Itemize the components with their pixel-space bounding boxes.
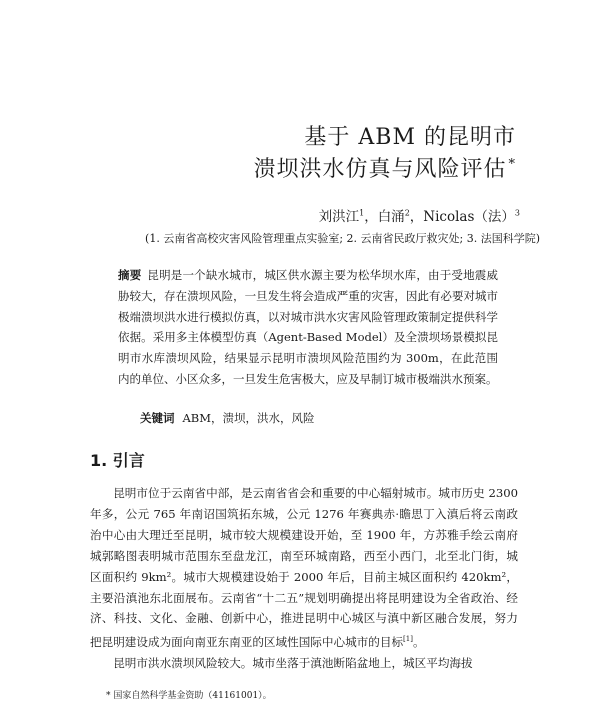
citation-1: [1] — [403, 635, 413, 644]
title-line-2 — [253, 152, 516, 183]
section-heading: 1. 引言 — [90, 451, 145, 470]
author-2-affil: 2 — [404, 208, 410, 218]
paragraph-1 — [90, 483, 518, 653]
title-footnote-mark: * — [508, 156, 516, 172]
title-line-2-text: 溃坝洪水仿真与风险评估 — [253, 157, 507, 182]
paragraph-2: 昆明市洪水溃坝风险较大。城市坐落于滇池断陷盆地上，城区平均海拔 — [113, 656, 473, 671]
authors: 刘洪江$^1$，白涌$^2$，Nicolas（法）$^3$ — [318, 208, 520, 225]
author-3: Nicolas（法） — [423, 209, 515, 225]
paragraph-1-end: 。 — [412, 635, 425, 650]
author-3-affil: 3 — [514, 208, 520, 218]
keywords-label: 关键词 — [140, 411, 175, 425]
footnote: * 国家自然科学基金资助（41161001）。 — [106, 691, 272, 701]
title-line-1: 基于 ABM 的昆明市 — [304, 125, 516, 150]
body-text — [90, 483, 518, 674]
keywords-text: ABM，溃坝，洪水，风险 — [182, 411, 315, 425]
author-2: 白涌 — [377, 209, 405, 225]
author-1-affil: 1 — [359, 208, 365, 218]
keywords — [140, 410, 500, 426]
paragraph-1-text: 昆明市位于云南省中部，是云南省省会和重要的中心辐射城市。城市历史 2300 年多，公元 765 年南诏国筑拓东城，公元 1276 年赛典赤·瞻思丁入滇后将云南政治中心由大理迁至昆明，城市较大规模建设开始，至 1900 年，方苏雅手绘云南府城郭略图表明城市范围东至盘龙江，南至环城南路，西至小西门，北至北门街，城区面积约 9km²。城市大规模建设始于 2000 年后，目前主城区面积约 420km²，主要沿滇池东北面展布。云南省“十二五”规划明确提出将昆明建设为全省政治、经济、科技、文化、金融、创新中心，推进昆明中心城区与滇中新区融合发展，努力把昆明建设成为面向南亚东南亚的区域性国际中心城市的目标 — [90, 486, 518, 650]
affiliations: (1. 云南省高校灾害风险管理重点实验室; 2. 云南省民政厅救灾处; 3. 法国科学院) — [145, 232, 540, 245]
author-1: 刘洪江 — [318, 209, 360, 225]
abstract-text: 昆明是一个缺水城市，城区供水源主要为松华坝水库，由于受地震威胁较大，存在溃坝风险，一旦发生将会造成严重的灾害，因此有必要对城市极端溃坝洪水进行模拟仿真，以对城市洪水灾害风险管理政策制定提供科学依据。采用多主体模型仿真（Agent-Based Model）及全溃坝场景模拟昆明市水库溃坝风险，结果显示昆明市溃坝风险范围约为 300m，在此范围内的单位、小区众多，一旦发生危害极大，应及早制订城市极端洪水预案。 — [118, 268, 498, 386]
abstract-label: 摘要 — [118, 268, 142, 282]
abstract — [118, 265, 498, 390]
